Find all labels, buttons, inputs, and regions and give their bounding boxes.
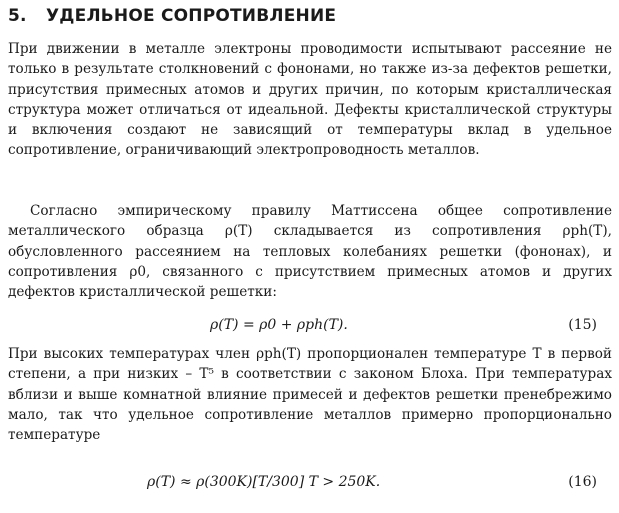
equation-15-expression: ρ(T) = ρ0 + ρph(T).	[210, 317, 348, 333]
paragraph-temperature-dependence: При высоких температурах член ρph(T) пропорционален температуре T в первой степени, а при низких – T⁵ в соответствии с законом Блоха. При температурах вблизи и выше комнатной влияние примесей и дефектов решетки пренебрежимо мало, так что удельное сопротивление металлов примерно пропорционально температуре	[8, 346, 612, 444]
paragraph-intro: При движении в металле электроны проводимости испытывают рассеяние не только в результате столкновений с фононами, но также из-за дефектов решетки, присутствия примесных атомов и других причин, по которым кристаллическая структура может отличаться от идеальной. Дефекты кристаллической структуры и включения создают не зависящий от температуры вклад в удельное сопротивление, ограничивающий электропроводность металлов.	[8, 41, 612, 159]
equation-16-number: (16)	[568, 474, 597, 490]
section-heading	[8, 6, 336, 26]
section-title: УДЕЛЬНОЕ СОПРОТИВЛЕНИЕ	[46, 6, 337, 26]
equation-16-expression: ρ(T) ≈ ρ(300K)[T/300] T > 250K.	[147, 474, 381, 490]
equation-15	[0, 317, 619, 339]
paragraph-matthiessen-rule: Согласно эмпирическому правилу Маттиссена общее сопротивление металлического образца ρ(T) складывается из сопротивления ρph(T), обусловленного рассеянием на тепловых колебаниях решетки (фононах), и сопротивления ρ0, связанного с присутствием примесных атомов и других дефектов кристаллической решетки:	[8, 203, 612, 301]
section-number: 5.	[8, 6, 27, 26]
equation-15-number: (15)	[568, 317, 597, 333]
equation-16	[0, 474, 619, 496]
